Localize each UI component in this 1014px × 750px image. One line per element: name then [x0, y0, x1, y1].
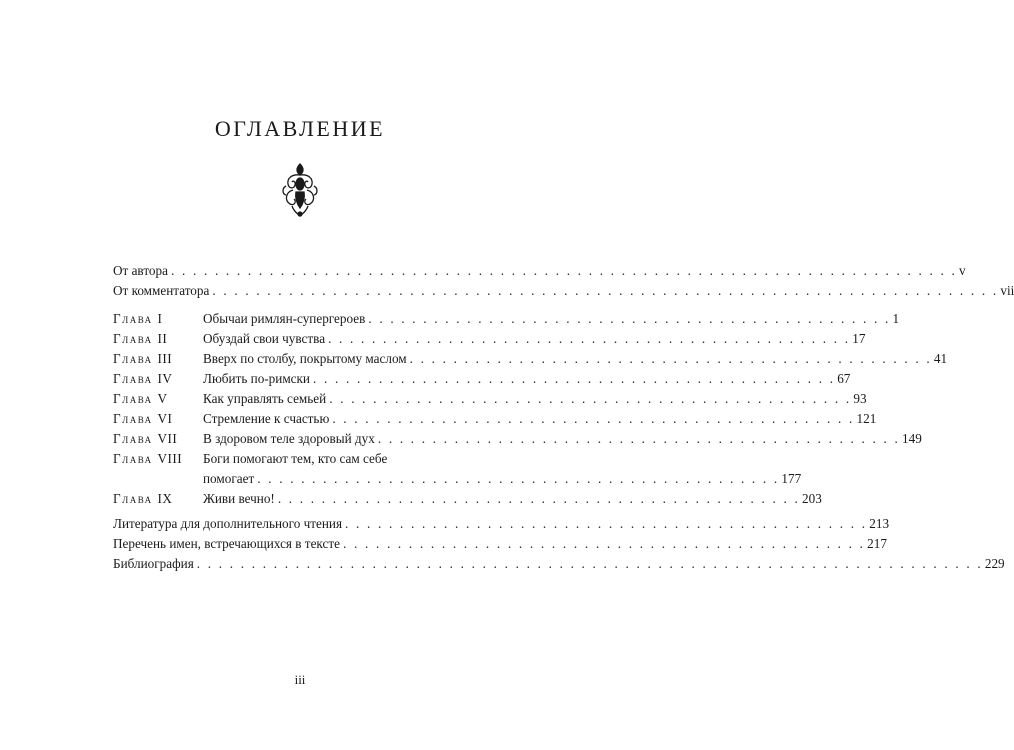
toc-chapters: [113, 309, 948, 509]
toc-entry-title: От автора: [113, 261, 171, 281]
toc-entry-title: Любить по-римски: [203, 369, 313, 389]
dot-leader: . . . . . . . . . . . . . . . . . . . . . . . . . . . . . . . . . . . . . . . . . . . . . . . . . . . . . . . . . . . . . . . . . . . . . . . .: [212, 283, 999, 298]
toc-entry-bibliography[interactable]: [113, 554, 1005, 574]
toc-entry-title-continued: помогает: [203, 469, 257, 489]
chapter-label: Глава IV: [113, 371, 173, 386]
chapter-label: Глава IX: [113, 491, 173, 506]
toc-page-number: 217: [865, 534, 887, 554]
toc-page-number: 203: [800, 489, 822, 509]
dot-leader: . . . . . . . . . . . . . . . . . . . . . . . . . . . . . . . . . . . . . . . . . . . . . . . .: [409, 351, 932, 366]
toc-entry-further-reading[interactable]: [113, 514, 890, 534]
dot-leader: . . . . . . . . . . . . . . . . . . . . . . . . . . . . . . . . . . . . . . . . . . . . . . . . . . . . . . . . . . . . . . . . . . . . . . . .: [196, 556, 983, 571]
toc-entry-title: Обычаи римлян-супергероев: [203, 309, 368, 329]
toc-page-number: vii: [998, 281, 1014, 301]
toc-page-number: 177: [779, 469, 801, 489]
toc-chapter-4[interactable]: [113, 369, 851, 389]
toc-page-number: 67: [835, 369, 850, 389]
toc-front-matter: [113, 261, 1014, 301]
dot-leader: . . . . . . . . . . . . . . . . . . . . . . . . . . . . . . . . . . . . . . . . . . . . . . . .: [368, 311, 891, 326]
dot-leader: . . . . . . . . . . . . . . . . . . . . . . . . . . . . . . . . . . . . . . . . . . . . . . . .: [345, 516, 868, 531]
dot-leader: . . . . . . . . . . . . . . . . . . . . . . . . . . . . . . . . . . . . . . . . . . . . . . . .: [328, 331, 851, 346]
chapter-label: Глава VI: [113, 411, 173, 426]
toc-back-matter: [113, 514, 1005, 574]
toc-page-number: 121: [855, 409, 877, 429]
toc-chapter-6[interactable]: [113, 409, 877, 429]
toc-entry-title: Как управлять семьей: [203, 389, 329, 409]
toc-entry-name-index[interactable]: [113, 534, 887, 554]
toc-chapter-5[interactable]: [113, 389, 867, 409]
chapter-label: Глава III: [113, 351, 173, 366]
toc-chapter-9[interactable]: [113, 489, 822, 509]
toc-entry-author-preface[interactable]: [113, 261, 966, 281]
toc-page-number: 41: [932, 349, 947, 369]
page-title: ОГЛАВЛЕНИЕ: [214, 116, 386, 141]
dot-leader: . . . . . . . . . . . . . . . . . . . . . . . . . . . . . . . . . . . . . . . . . . . . . . . .: [257, 471, 780, 486]
toc-page-number: 213: [867, 514, 889, 534]
toc-entry-title: Боги помогают тем, кто сам себе: [203, 451, 388, 466]
toc-chapter-8[interactable]: [113, 449, 802, 489]
toc-entry-title: Обуздай свои чувства: [203, 329, 328, 349]
dot-leader: . . . . . . . . . . . . . . . . . . . . . . . . . . . . . . . . . . . . . . . . . . . . . . . .: [277, 491, 801, 506]
toc-page-number: 229: [983, 554, 1005, 574]
dot-leader: . . . . . . . . . . . . . . . . . . . . . . . . . . . . . . . . . . . . . . . . . . . . . . . .: [313, 371, 836, 386]
toc-chapter-3[interactable]: [113, 349, 948, 369]
dot-leader: . . . . . . . . . . . . . . . . . . . . . . . . . . . . . . . . . . . . . . . . . . . . . . . .: [329, 391, 852, 406]
page-number: iii: [294, 672, 306, 687]
toc-page-number: v: [957, 261, 966, 281]
toc-page-number: 93: [851, 389, 866, 409]
toc-page-number: 17: [850, 329, 865, 349]
chapter-label: Глава VIII: [113, 451, 183, 466]
toc-entry-title: Перечень имен, встречающихся в тексте: [113, 534, 343, 554]
toc-chapter-2[interactable]: [113, 329, 866, 349]
toc-page-number: 149: [900, 429, 922, 449]
chapter-label: Глава VII: [113, 431, 178, 446]
dot-leader: . . . . . . . . . . . . . . . . . . . . . . . . . . . . . . . . . . . . . . . . . . . . . . . . . . . . . . . . . . . . . . . . . . . . . . . .: [170, 263, 958, 278]
toc-chapter-7[interactable]: [113, 429, 922, 449]
dot-leader: . . . . . . . . . . . . . . . . . . . . . . . . . . . . . . . . . . . . . . . . . . . . . . . .: [332, 411, 855, 426]
toc-entry-title: Вверх по столбу, покрытому маслом: [203, 349, 410, 369]
toc-entry-title: От комментатора: [113, 281, 212, 301]
toc-entry-title: Библиография: [113, 554, 197, 574]
chapter-label: Глава I: [113, 311, 163, 326]
toc-entry-commentator-preface[interactable]: [113, 281, 1014, 301]
ornament-icon: [278, 162, 322, 218]
toc-entry-title: В здоровом теле здоровый дух: [203, 429, 378, 449]
chapter-label: Глава V: [113, 391, 168, 406]
dot-leader: . . . . . . . . . . . . . . . . . . . . . . . . . . . . . . . . . . . . . . . . . . . . . . . .: [377, 431, 901, 446]
toc-entry-title: Литература для дополнительного чтения: [113, 514, 345, 534]
chapter-label: Глава II: [113, 331, 168, 346]
toc-entry-title: Стремление к счастью: [203, 409, 332, 429]
toc-entry-title: Живи вечно!: [203, 489, 278, 509]
toc-chapter-1[interactable]: [113, 309, 900, 329]
dot-leader: . . . . . . . . . . . . . . . . . . . . . . . . . . . . . . . . . . . . . . . . . . . . . . . .: [342, 536, 866, 551]
toc-page-number: 1: [891, 309, 900, 329]
